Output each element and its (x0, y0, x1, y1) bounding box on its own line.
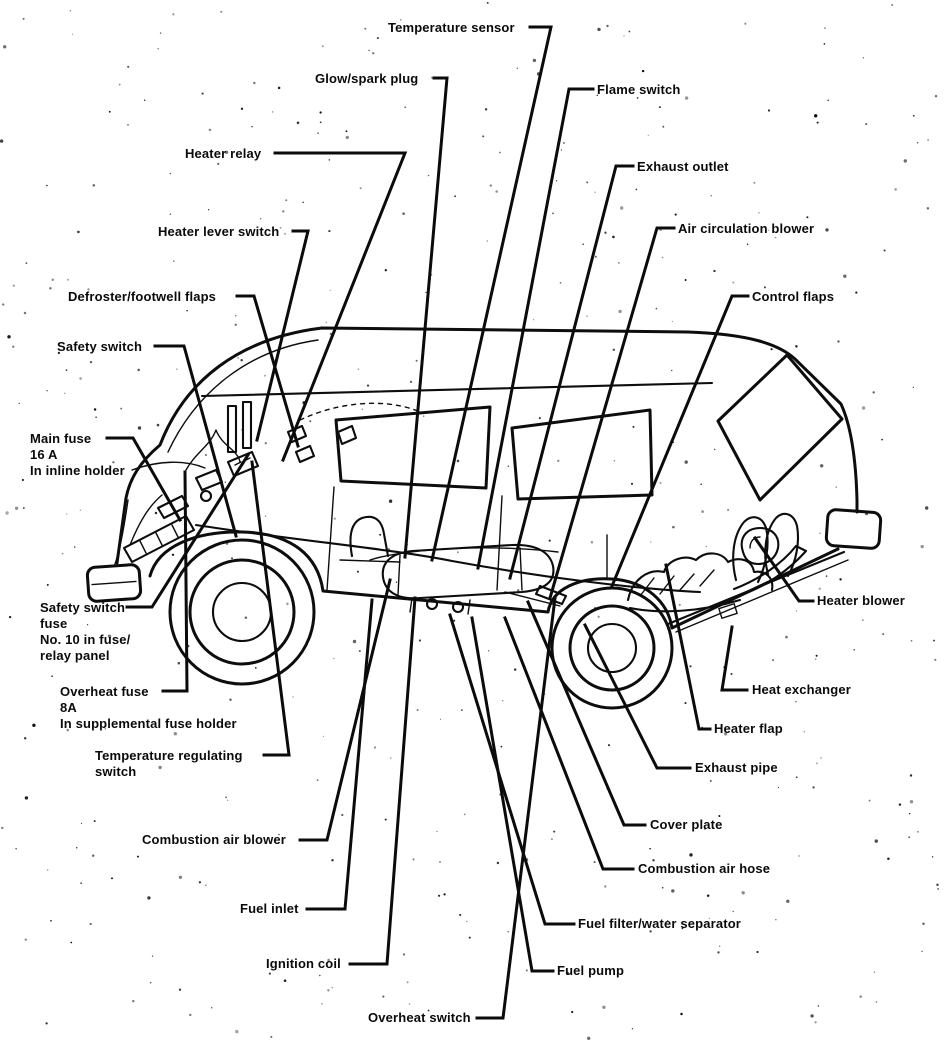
leader-fuel-pump (472, 618, 553, 971)
label-fuel-pump: Fuel pump (557, 963, 625, 978)
label-heater-flap: Heater flap (714, 721, 783, 736)
label-combustion-air-blower: Combustion air blower (142, 832, 286, 847)
label-overheat-switch: Overheat switch (368, 1010, 471, 1025)
label-fuel-filter-water-separator: Fuel filter/water separator (578, 916, 741, 931)
leader-air-circulation-blower (550, 228, 674, 598)
leader-overheat-switch (477, 598, 555, 1018)
label-heat-exchanger: Heat exchanger (752, 682, 851, 697)
label-glow-spark-plug: Glow/spark plug (315, 71, 419, 86)
door-seam-rear (497, 496, 502, 590)
leader-temperature-regulating-switch (252, 462, 289, 755)
leader-ignition-coil (350, 598, 415, 964)
leader-combustion-air-hose (505, 618, 633, 869)
label-defroster-footwell-flaps: Defroster/footwell flaps (68, 289, 217, 304)
van-artwork (87, 328, 881, 708)
leader-exhaust-pipe (585, 625, 690, 768)
label-heater-relay: Heater relay (185, 146, 262, 161)
leader-heater-relay (275, 153, 405, 460)
label-overheat-fuse: Overheat fuse 8A In supplemental fuse holder (60, 684, 237, 731)
van-gutter-line (202, 383, 712, 396)
leader-heat-exchanger (722, 627, 747, 690)
rear-wheel (552, 588, 672, 708)
label-flame-switch: Flame switch (597, 82, 681, 97)
label-exhaust-pipe: Exhaust pipe (695, 760, 778, 775)
leader-temperature-sensor (432, 27, 551, 560)
rear-bumper (826, 509, 881, 549)
label-air-circulation-blower: Air circulation blower (678, 221, 815, 236)
label-fuel-inlet: Fuel inlet (240, 901, 299, 916)
label-heater-lever-switch: Heater lever switch (158, 224, 280, 239)
label-main-fuse: Main fuse 16 A In inline holder (30, 431, 125, 478)
label-temperature-sensor: Temperature sensor (388, 20, 515, 35)
label-ignition-coil: Ignition coil (266, 956, 341, 971)
inline-fuse-holder (124, 495, 194, 562)
label-heater-blower: Heater blower (817, 593, 905, 608)
label-safety-switch-fuse: Safety switch fuse No. 10 in fuse/ relay panel (40, 600, 131, 663)
leader-defroster-footwell-flaps (237, 296, 298, 446)
leader-cover-plate (528, 602, 645, 825)
window-rear (718, 355, 842, 500)
door-seam-front (327, 487, 334, 590)
label-combustion-air-hose: Combustion air hose (638, 861, 771, 876)
label-control-flaps: Control flaps (752, 289, 835, 304)
label-temperature-regulating-switch: Temperature regulating switch (95, 748, 243, 779)
leader-fuel-inlet (307, 600, 372, 909)
leader-fuel-filter-water-separator (450, 615, 574, 924)
label-cover-plate: Cover plate (650, 817, 723, 832)
front-bumper (87, 564, 141, 602)
label-exhaust-outlet: Exhaust outlet (637, 159, 729, 174)
front-wheel (170, 540, 314, 684)
label-safety-switch: Safety switch (57, 339, 143, 354)
